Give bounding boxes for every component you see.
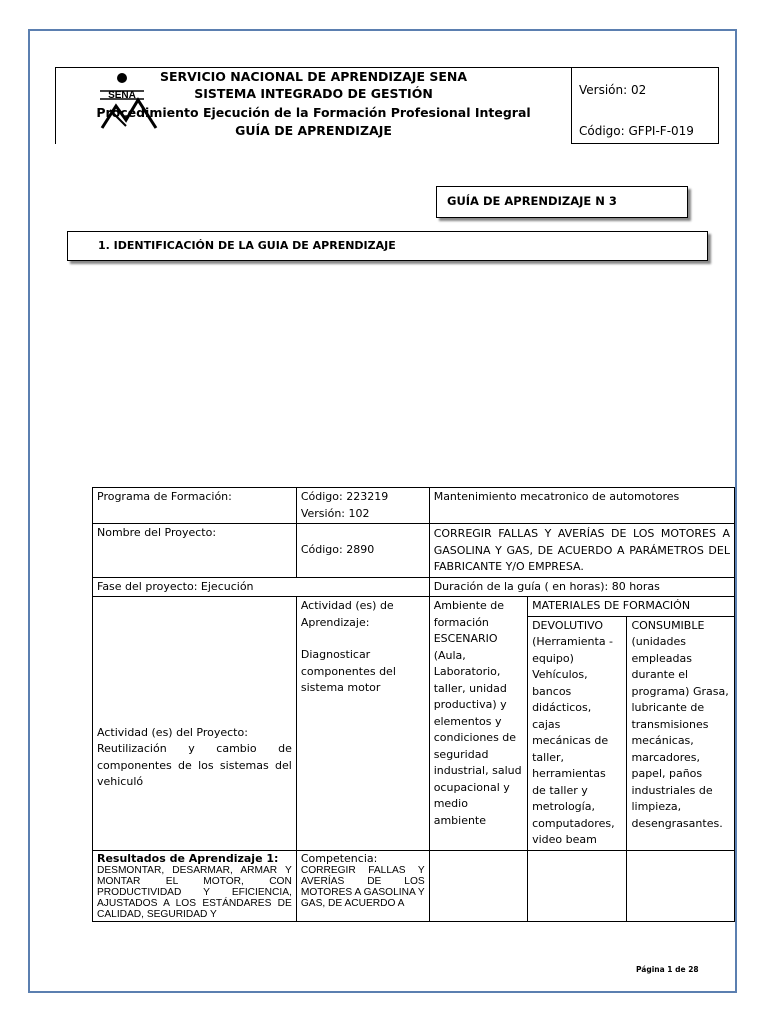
devolutivo-materials: DEVOLUTIVO (Herramienta - equipo) Vehículos, bancos didácticos, cajas mecánicas de taller, herramientas de taller y metrología, computadores, video beam (528, 616, 627, 850)
resultados-label: Resultados de Aprendizaje 1: (97, 851, 279, 865)
guide-title-box: GUÍA DE APRENDIZAJE N 3 (436, 186, 688, 218)
table-row (93, 850, 735, 921)
table-row (93, 597, 735, 617)
document-header (55, 67, 719, 144)
programa-label: Programa de Formación: (93, 488, 297, 524)
header-line-3: Procedimiento Ejecución de la Formación Profesional Integral (96, 105, 531, 120)
identification-table (92, 487, 735, 922)
code-label: Código: GFPI-F-019 (579, 124, 694, 138)
proyecto-code: Código: 2890 (296, 524, 429, 578)
resultados-desc: DESMONTAR, DESARMAR, ARMAR Y MONTAR EL MOTOR, CON PRODUCTIVIDAD Y EFICIENCIA, AJUSTADOS A LOS ESTÁNDARES DE CALIDAD, SEGURIDAD Y (97, 864, 292, 920)
actividad-proyecto-desc: Reutilización y cambio de componentes de los sistemas del vehiculó (97, 742, 292, 789)
actividad-proyecto-label: Actividad (es) del Proyecto: (97, 725, 248, 739)
actividad-aprendizaje-label: Actividad (es) de Aprendizaje: (300, 599, 394, 629)
programa-code-cell: Código: 223219 Versión: 102 (296, 488, 429, 524)
consumible-materials: CONSUMIBLE (unidades empleadas durante el programa) Grasa, lubricante de transmisiones mecánicas, marcadores, papel, paños industriales de limpieza, desengrasantes. (627, 616, 735, 850)
version-label: Versión: 02 (579, 83, 647, 97)
header-meta-block (571, 68, 719, 144)
sena-logo-text: SENA (108, 90, 136, 101)
table-row (93, 488, 735, 524)
programa-name: Mantenimiento mecatronico de automotores (429, 488, 734, 524)
proyecto-name: CORREGIR FALLAS Y AVERÍAS DE LOS MOTORES A GASOLINA Y GAS, DE ACUERDO A PARÁMETROS DEL FABRICANTE Y/O EMPRESA. (429, 524, 734, 578)
resultados-cell (93, 850, 297, 921)
empty-cell (528, 850, 627, 921)
header-line-1: SERVICIO NACIONAL DE APRENDIZAJE SENA (159, 69, 468, 84)
empty-cell (429, 850, 527, 921)
competencia-desc: CORREGIR FALLAS Y AVERÍAS DE LOS MOTORES A GASOLINA Y GAS, DE ACUERDO A (300, 864, 425, 909)
fase-proyecto: Fase del proyecto: Ejecución (93, 577, 430, 597)
empty-cell (627, 850, 735, 921)
duracion-guia: Duración de la guía ( en horas): 80 horas (429, 577, 734, 597)
ambiente-formacion: Ambiente de formación ESCENARIO (Aula, Laboratorio, taller, unidad productiva) y elementos y condiciones de seguridad industrial, salud ocupacional y medio ambiente (429, 597, 527, 851)
actividad-aprendizaje-cell (296, 597, 429, 851)
competencia-cell (296, 850, 429, 921)
actividad-proyecto-cell (93, 597, 297, 851)
table-row (93, 524, 735, 578)
page-number: Página 1 de 28 (636, 965, 699, 974)
section-title-box: 1. IDENTIFICACIÓN DE LA GUIA DE APRENDIZAJE (67, 231, 708, 261)
actividad-aprendizaje-desc: Diagnosticar componentes del sistema motor (300, 648, 396, 694)
proyecto-label: Nombre del Proyecto: (93, 524, 297, 578)
header-title-block (55, 68, 571, 144)
competencia-label: Competencia: (300, 851, 378, 865)
table-row (93, 577, 735, 597)
header-line-2: SISTEMA INTEGRADO DE GESTIÓN (194, 86, 433, 101)
header-line-4: GUÍA DE APRENDIZAJE (235, 123, 392, 138)
materiales-header: MATERIALES DE FORMACIÓN (528, 597, 735, 617)
